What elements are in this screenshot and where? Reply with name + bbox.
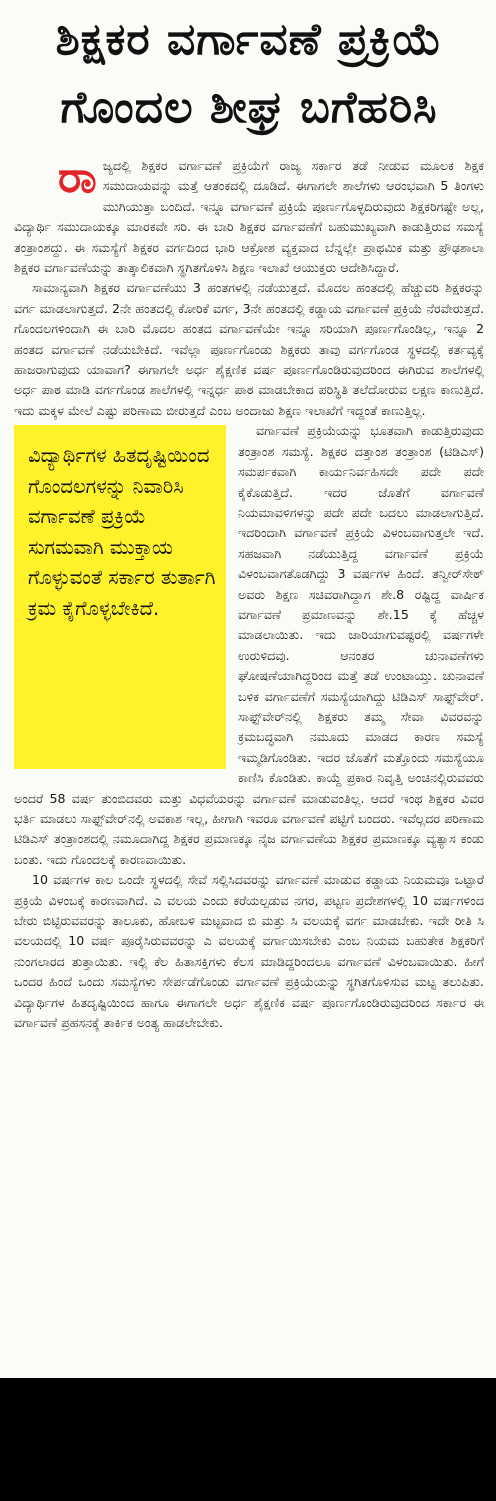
paragraph-2-text: ಸಾಮಾನ್ಯವಾಗಿ ಶಿಕ್ಷಕರ ವರ್ಗಾವಣೆಯು 3 ಹಂತಗಳಲ್ಲಿ ನಡೆಯುತ್ತದೆ. ಮೊದಲ ಹಂತದಲ್ಲಿ ಹೆಚ್ಚುವರಿ ಶಿಕ್ಷಕರನ್ನು ವರ್ಗ ಮಾಡಲಾಗುತ್ತದೆ. 2ನೇ ಹಂತದಲ್ಲಿ ಕೋರಿಕೆ ವರ್ಗ, 3ನೇ ಹಂತದಲ್ಲಿ ಕಡ್ಡಾಯ ವರ್ಗಾವಣೆ ಪ್ರಕ್ರಿಯೆ ನೆರವೇರುತ್ತದೆ. ಗೊಂದಲಗಳಿಂದಾಗಿ ಈ ಬಾರಿ ಮೊದಲ ಹಂತದ ವರ್ಗಾವಣೆಯೇ ಇನ್ನೂ ಸರಿಯಾಗಿ ಪೂರ್ಣಗೊಂಡಿಲ್ಲ, ಇನ್ನೂ 2 ಹಂತದ ವರ್ಗಾವಣೆ ನಡೆಯಬೇಕಿದೆ. ಇವೆಲ್ಲಾ ಪೂರ್ಣಗೊಂಡು ಶಿಕ್ಷಕರು ತಾವು ವರ್ಗಗೊಂಡ ಸ್ಥಳದಲ್ಲಿ ಕರ್ತವ್ಯಕ್ಕೆ ಹಾಜರಾಗುವುದು ಯಾವಾಗ? ಈಗಾಗಲೇ ಅರ್ಧ ಶೈಕ್ಷಣಿಕ ವರ್ಷ ಪೂರ್ಣಗೊಂಡಿರುವುದರಿಂದ ಈಗಿರುವ ಶಾಲೆಗಳಲ್ಲಿ ಅರ್ಧ ಪಾಠ ಮಾಡಿ ವರ್ಗಗೊಂಡ ಶಾಲೆಗಳಲ್ಲಿ ಇನ್ನರ್ಧ ಪಾಠ ಮಾಡಬೇಕಾದ ಪರಿಸ್ಥಿತಿ ತಲೆದೋರುವ ಲಕ್ಷಣ ಕಾಣುತ್ತಿದೆ. ಇದು ಮಕ್ಕಳ ಮೇಲೆ ಎಷ್ಟು ಪರಿಣಾಮ ಬೀರುತ್ತದೆ ಎಂಬ ಅಂದಾಜು ಶಿಕ್ಷಣ ಇಲಾಖೆಗೆ ಇದ್ದಂತೆ ಕಾಣುತ್ತಿಲ್ಲ. [14, 280, 484, 418]
black-bottom-margin [0, 1378, 496, 1501]
headline-line-1: ಶಿಕ್ಷಕರ ವರ್ಗಾವಣೆ ಪ್ರಕ್ರಿಯೆ [55, 14, 443, 65]
article-body [14, 152, 484, 1033]
paragraph-1 [14, 152, 484, 278]
paragraph-3-text: ವರ್ಗಾವಣೆ ಪ್ರಕ್ರಿಯೆಯನ್ನು ಭೂತವಾಗಿ ಕಾಡುತ್ತಿರುವುದು ತಂತ್ರಾಂಶ ಸಮಸ್ಯೆ. ಶಿಕ್ಷಕರ ದತ್ತಾಂಶ ತಂತ್ರಾಂಶ (ಟಿಡಿಎಸ್) ಸಮರ್ಪಕವಾಗಿ ಕಾರ್ಯನಿರ್ವಹಿಸದೇ ಪದೇ ಪದೇ ಕೈಕೊಡುತ್ತಿದೆ. ಇದರ ಜೊತೆಗೆ ವರ್ಗಾವಣೆ ನಿಯಮಾವಳಿಗಳನ್ನು ಪದೇ ಪದೇ ಬದಲು ಮಾಡಲಾಗುತ್ತಿದೆ. ಇದರಿಂದಾಗಿ ವರ್ಗಾವಣೆ ಪ್ರಕ್ರಿಯೆ ವಿಳಂಬವಾಗುತ್ತಲೇ ಇದೆ. ಸಹಜವಾಗಿ ನಡೆಯುತ್ತಿದ್ದ ವರ್ಗಾವಣೆ ಪ್ರಕ್ರಿಯೆ ವಿಳಂಬವಾಗತೊಡಗಿದ್ದು 3 ವರ್ಷಗಳ ಹಿಂದೆ. ತನ್ವೀರ್‌ಸೇಠ್ ಅವರು ಶಿಕ್ಷಣ ಸಚಿವರಾಗಿದ್ದಾಗ ಶೇ.8 ರಷ್ಟಿದ್ದ ವಾರ್ಷಿಕ ವರ್ಗಾವಣೆ ಪ್ರಮಾಣವನ್ನು ಶೇ.15 ಕ್ಕೆ ಹೆಚ್ಚಳ ಮಾಡಲಾಯಿತು. ಇದು ಜಾರಿಯಾಗುವಷ್ಟರಲ್ಲಿ ವರ್ಷಗಳೇ ಉರುಳಿದವು. ಆನಂತರ ಚುನಾವಣೆಗಳು ಘೋಷಣೆಯಾಗಿದ್ದರಿಂದ ಮತ್ತೆ ತಡೆ ಉಂಟಾಯ್ತು. ಚುನಾವಣೆ ಬಳಿಕ ವರ್ಗಾವಣೆಗೆ ಸಮಸ್ಯೆಯಾಗಿದ್ದು ಟಿಡಿಎಸ್ ಸಾಫ್ಟ್‌ವೇರ್. ಸಾಫ್ಟ್‌ವೇರ್‌ನಲ್ಲಿ ಶಿಕ್ಷಕರು ತಮ್ಮ ಸೇವಾ ವಿವರವನ್ನು ಕ್ರಮಬದ್ಧವಾಗಿ ನಮೂದು ಮಾಡದ ಕಾರಣ ಸಮಸ್ಯೆ ಇಮ್ಮಡಿಗೊಂಡಿತು. ಇದರ ಜೊತೆಗೆ ಮತ್ತೊಂದು ಸಮಸ್ಯೆಯೂ ಕಾಣಿಸಿ ಕೊಂಡಿತು. ಕಾಯ್ದೆ ಪ್ರಕಾರ ನಿವೃತ್ತಿ ಅಂಚಿನಲ್ಲಿರುವವರು ಅಂದರೆ 58 ವರ್ಷ ತುಂಬಿದವರು ಮತ್ತು ವಿಧವೆಯರನ್ನು ವರ್ಗಾವಣೆ ಮಾಡುವಂತಿಲ್ಲ. ಆದರೆ ಇಂಥ ಶಿಕ್ಷಕರ ವಿವರ ಭರ್ತಿ ಮಾಡಲು ಸಾಫ್ಟ್‌ವೇರ್‌ನಲ್ಲಿ ಅವಕಾಶ ಇಲ್ಲ, ಹೀಗಾಗಿ ಇವರೂ ವರ್ಗಾವಣೆ ಪಟ್ಟಿಗೆ ಬಂದರು. ಇವೆಲ್ಲದರ ಪರಿಣಾಮ ಟಿಡಿಎಸ್ ತಂತ್ರಾಂಶದಲ್ಲಿ ನಮೂದಾಗಿದ್ದ ಶಿಕ್ಷಕರ ಪ್ರಮಾಣಕ್ಕೂ ನೈಜ ವರ್ಗಾವಣೆಯ ಶಿಕ್ಷಕರ ಪ್ರಮಾಣಕ್ಕೂ ವ್ಯತ್ಯಾಸ ಕಂಡು ಬಂತು. ಇದು ಗೊಂದಲಕ್ಕೆ ಕಾರಣವಾಯಿತು. [14, 423, 484, 867]
paragraph-4 [14, 870, 484, 1033]
headline-line-2: ಗೊಂದಲ ಶೀಘ್ರ ಬಗೆಹರಿಸಿ [60, 82, 438, 133]
paragraph-4-text: 10 ವರ್ಷಗಳ ಕಾಲ ಒಂದೇ ಸ್ಥಳದಲ್ಲಿ ಸೇವೆ ಸಲ್ಲಿಸಿದವರನ್ನು ವರ್ಗಾವಣೆ ಮಾಡುವ ಕಡ್ಡಾಯ ನಿಯಮವೂ ಒಟ್ಟಾರೆ ಪ್ರಕ್ರಿಯೆ ವಿಳಂಬಕ್ಕೆ ಕಾರಣವಾಗಿದೆ. ಎ ವಲಯ ಎಂದು ಕರೆಯಲ್ಪಡುವ ನಗರ, ಪಟ್ಟಣ ಪ್ರದೇಶಗಳಲ್ಲಿ 10 ವರ್ಷಗಳಿಂದ ಬೇರು ಬಿಟ್ಟಿರುವವರನ್ನು ತಾಲೂಕು, ಹೋಬಳಿ ಮಟ್ಟವಾದ ಬಿ ಮತ್ತು ಸಿ ವಲಯಕ್ಕೆ ವರ್ಗ ಮಾಡಬೇಕು. ಇದೇ ರೀತಿ ಸಿ ವಲಯದಲ್ಲಿ 10 ವರ್ಷ ಪೂರೈಸಿರುವವರನ್ನು ಎ ವಲಯಕ್ಕೆ ವರ್ಗಾಯಿಸಬೇಕು ಎಂಬ ನಿಯಮ ಬಹುತೇಕ ಶಿಕ್ಷಕರಿಗೆ ನುಂಗಲಾರದ ತುತ್ತಾಯಿತು. ಇಲ್ಲಿ ಕೆಲ ಹಿತಾಸಕ್ತಿಗಳು ಕೆಲಸ ಮಾಡಿದ್ದರಿಂದಲೂ ವರ್ಗಾವಣೆ ವಿಳಂಬವಾಯಿತು. ಹೀಗೆ ಒಂದರ ಹಿಂದೆ ಒಂದು ಸಮಸ್ಯೆಗಳು ಸೇರ್ಪಡೆಗೊಂಡು ವರ್ಗಾವಣೆ ಪ್ರಕ್ರಿಯೆಯನ್ನು ಸ್ಥಗಿತಗೊಳಿಸುವ ಮಟ್ಟ ತಲುಪಿತು. ವಿದ್ಯಾರ್ಥಿಗಳ ಹಿತದೃಷ್ಟಿಯಿಂದ ಹಾಗೂ ಈಗಾಗಲೇ ಅರ್ಧ ಶೈಕ್ಷಣಿಕ ವರ್ಷ ಪೂರ್ಣಗೊಂಡಿರುವುದರಿಂದ ಸರ್ಕಾರ ಈ ವರ್ಗಾವಣೆ ಪ್ರಹಸನಕ್ಕೆ ತಾರ್ಕಿಕ ಅಂತ್ಯ ಹಾಡಲೇಬೇಕು. [14, 872, 484, 1031]
paragraph-1-text: ಜ್ಯದಲ್ಲಿ ಶಿಕ್ಷಕರ ವರ್ಗಾವಣೆ ಪ್ರಕ್ರಿಯೆಗೆ ರಾಜ್ಯ ಸರ್ಕಾರ ತಡೆ ನೀಡುವ ಮೂಲಕ ಶಿಕ್ಷಕ ಸಮುದಾಯವನ್ನು ಮತ್ತೆ ಆತಂಕದಲ್ಲಿ ದೂಡಿದೆ. ಈಗಾಗಲೇ ಶಾಲೆಗಳು ಆರಂಭವಾಗಿ 5 ತಿಂಗಳು ಮುಗಿಯುತ್ತಾ ಬಂದಿದೆ. ಇನ್ನೂ ವರ್ಗಾವಣೆ ಪ್ರಕ್ರಿಯೆ ಪೂರ್ಣಗೊಳ್ಳದಿರುವುದು ಶಿಕ್ಷಕರಿಗಷ್ಟೇ ಅಲ್ಲ, ವಿದ್ಯಾರ್ಥಿ ಸಮುದಾಯಕ್ಕೂ ಮಾರಕವೇ ಸರಿ. ಈ ಬಾರಿ ಶಿಕ್ಷಕರ ವರ್ಗಾವಣೆಗೆ ಬಹುಮುಖ್ಯವಾಗಿ ಕಾಡುತ್ತಿರುವ ಸಮಸ್ಯೆ ತಂತ್ರಾಂಶದ್ದು. ಈ ಸಮಸ್ಯೆಗೆ ಶಿಕ್ಷಕರ ವರ್ಗದಿಂದ ಭಾರಿ ಆಕ್ರೋಶ ವ್ಯಕ್ತವಾದ ಬೆನ್ನಲ್ಲೇ ಪ್ರಾಥಮಿಕ ಮತ್ತು ಪ್ರೌಢಶಾಲಾ ಶಿಕ್ಷಕರ ವರ್ಗಾವಣೆಯನ್ನು ತಾತ್ಕಾಲಿಕವಾಗಿ ಸ್ಥಗಿತಗೊಳಿಸಿ ಶಿಕ್ಷಣ ಇಲಾಖೆ ಆಯುಕ್ತರು ಆದೇಶಿಸಿದ್ದಾರೆ. [14, 158, 484, 276]
pull-quote-box: ವಿದ್ಯಾರ್ಥಿಗಳ ಹಿತದೃಷ್ಟಿಯಿಂದ ಗೊಂದಲಗಳನ್ನು ನಿವಾರಿಸಿ ವರ್ಗಾವಣೆ ಪ್ರಕ್ರಿಯೆ ಸುಗಮವಾಗಿ ಮುಕ್ತಾಯ ಗೊಳ್ಳುವಂತೆ ಸರ್ಕಾರ ತುರ್ತಾಗಿ ಕ್ರಮ ಕೈಗೊಳ್ಳಬೇಕಿದೆ. [14, 425, 226, 769]
paragraph-2 [14, 278, 484, 421]
drop-cap: ರಾ [58, 152, 97, 203]
